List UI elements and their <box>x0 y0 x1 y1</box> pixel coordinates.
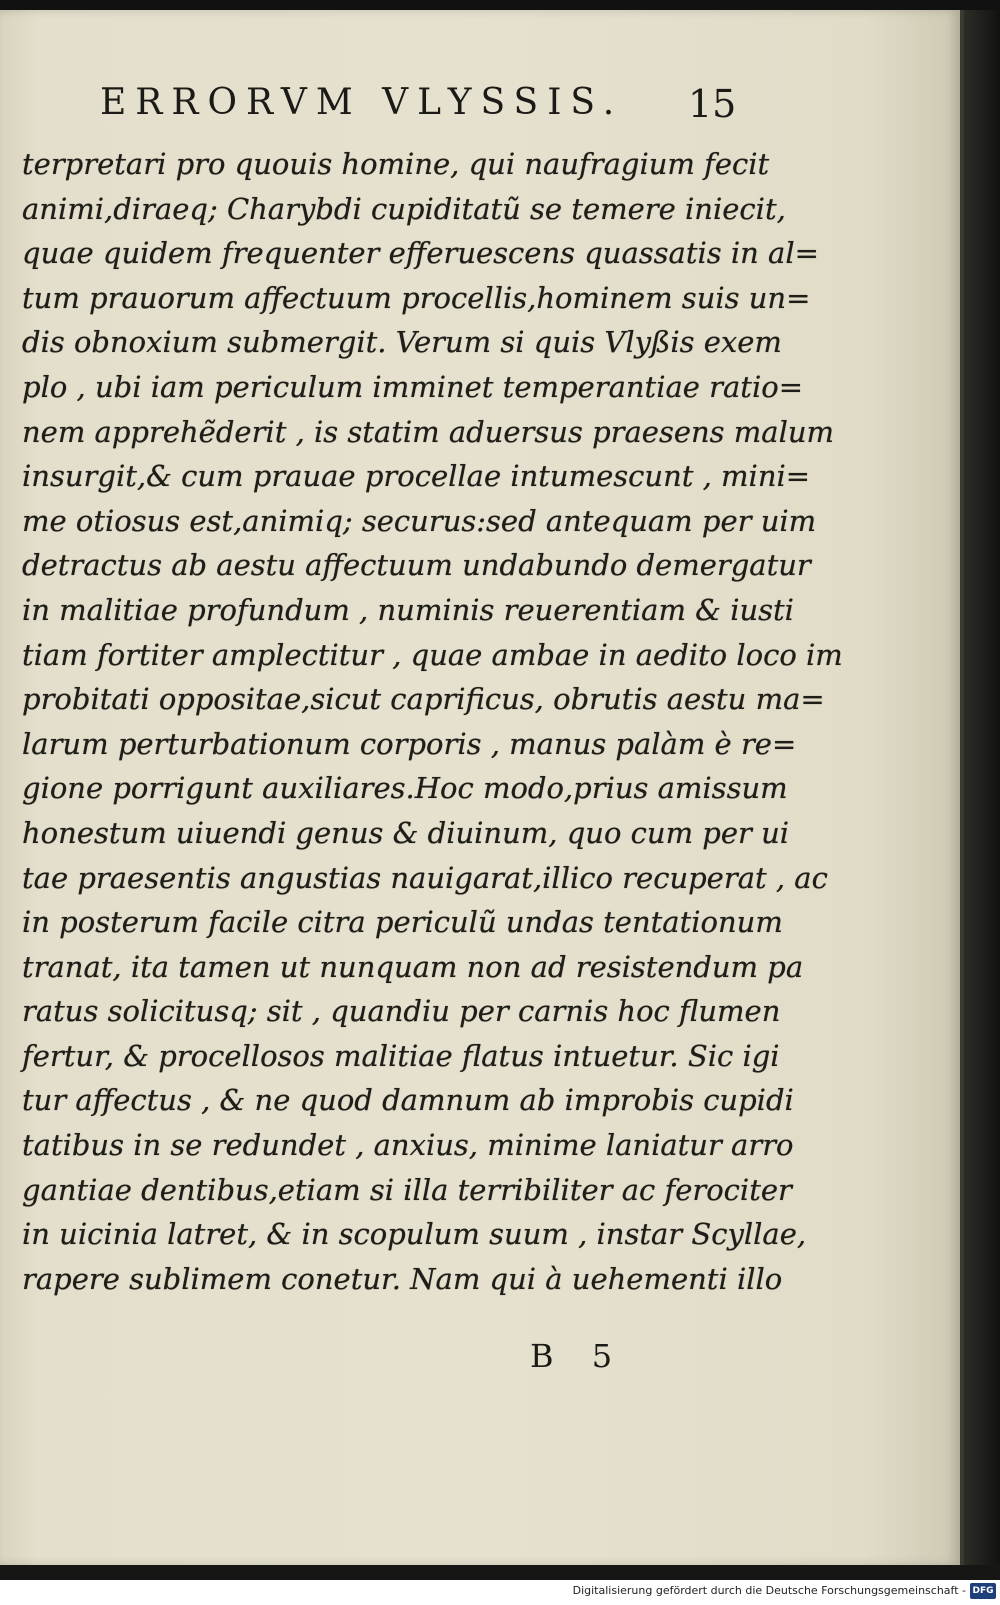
text-line: me otiosus est,animiq; securus:sed antequam per uim <box>22 503 817 538</box>
text-line: detractus ab aestu affectuum undabundo demergatur <box>22 548 811 583</box>
page-right-edge <box>964 10 1000 1565</box>
text-line: in uicinia latret, & in scopulum suum , instar Scyllae, <box>22 1217 807 1252</box>
text-line: gantiae dentibus,etiam si illa terribiliter ac ferociter <box>22 1172 792 1207</box>
text-line: larum perturbationum corporis , manus palàm è re= <box>22 726 797 761</box>
dfg-logo: DFG <box>970 1583 996 1599</box>
text-line: quae quidem frequenter efferuescens quassatis in al= <box>22 236 819 271</box>
digitization-credit: Digitalisierung gefördert durch die Deutsche Forschungsgemeinschaft - <box>572 1584 966 1597</box>
text-line: in malitiae profundum , numinis reuerentiam & iusti <box>22 592 794 627</box>
text-line: honestum uiuendi genus & diuinum, quo cum per ui <box>22 815 790 850</box>
text-line: tranat, ita tamen ut nunquam non ad resistendum pa <box>22 949 804 984</box>
text-line: gione porrigunt auxiliares.Hoc modo,prius amissum <box>22 771 788 806</box>
text-line: tatibus in se redundet , anxius, minime laniatur arro <box>22 1128 794 1163</box>
body-text <box>22 142 843 1301</box>
text-line: tiam fortiter amplectitur , quae ambae in aedito loco im <box>22 637 843 672</box>
text-line: animi,diraeq; Charybdi cupiditatũ se temere iniecit, <box>22 191 786 226</box>
page-number: 15 <box>688 82 737 126</box>
text-line: rapere sublimem conetur. Nam qui à uehementi illo <box>22 1261 783 1296</box>
text-line: tae praesentis angustias nauigarat,illico recuperat , ac <box>22 860 828 895</box>
text-line: insurgit,& cum prauae procellae intumescunt , mini= <box>22 459 811 494</box>
text-line: ratus solicitusq; sit , quandiu per carnis hoc flumen <box>22 994 781 1029</box>
text-line: tur affectus , & ne quod damnum ab improbis cupidi <box>22 1083 794 1118</box>
signature-mark: B 5 <box>530 1337 627 1375</box>
scan-bottom-edge <box>0 1565 1000 1580</box>
running-head: ERRORVM VLYSSIS. <box>100 82 624 123</box>
text-line: plo , ubi iam periculum imminet temperantiae ratio= <box>22 369 803 404</box>
text-line: fertur, & procellosos malitiae flatus intuetur. Sic igi <box>22 1038 780 1073</box>
text-line: probitati oppositae,sicut caprificus, obrutis aestu ma= <box>22 682 825 717</box>
scan-top-edge <box>0 0 1000 10</box>
text-line: tum prauorum affectuum procellis,hominem suis un= <box>22 280 811 315</box>
page-header <box>100 82 740 132</box>
text-line: terpretari pro quouis homine, qui naufragium fecit <box>22 147 770 181</box>
text-line: dis obnoxium submergit. Verum si quis Vlyßis exem <box>22 325 782 360</box>
text-line: in posterum facile citra periculũ undas tentationum <box>22 905 783 940</box>
text-line: nem apprehẽderit , is statim aduersus praesens malum <box>22 414 835 449</box>
